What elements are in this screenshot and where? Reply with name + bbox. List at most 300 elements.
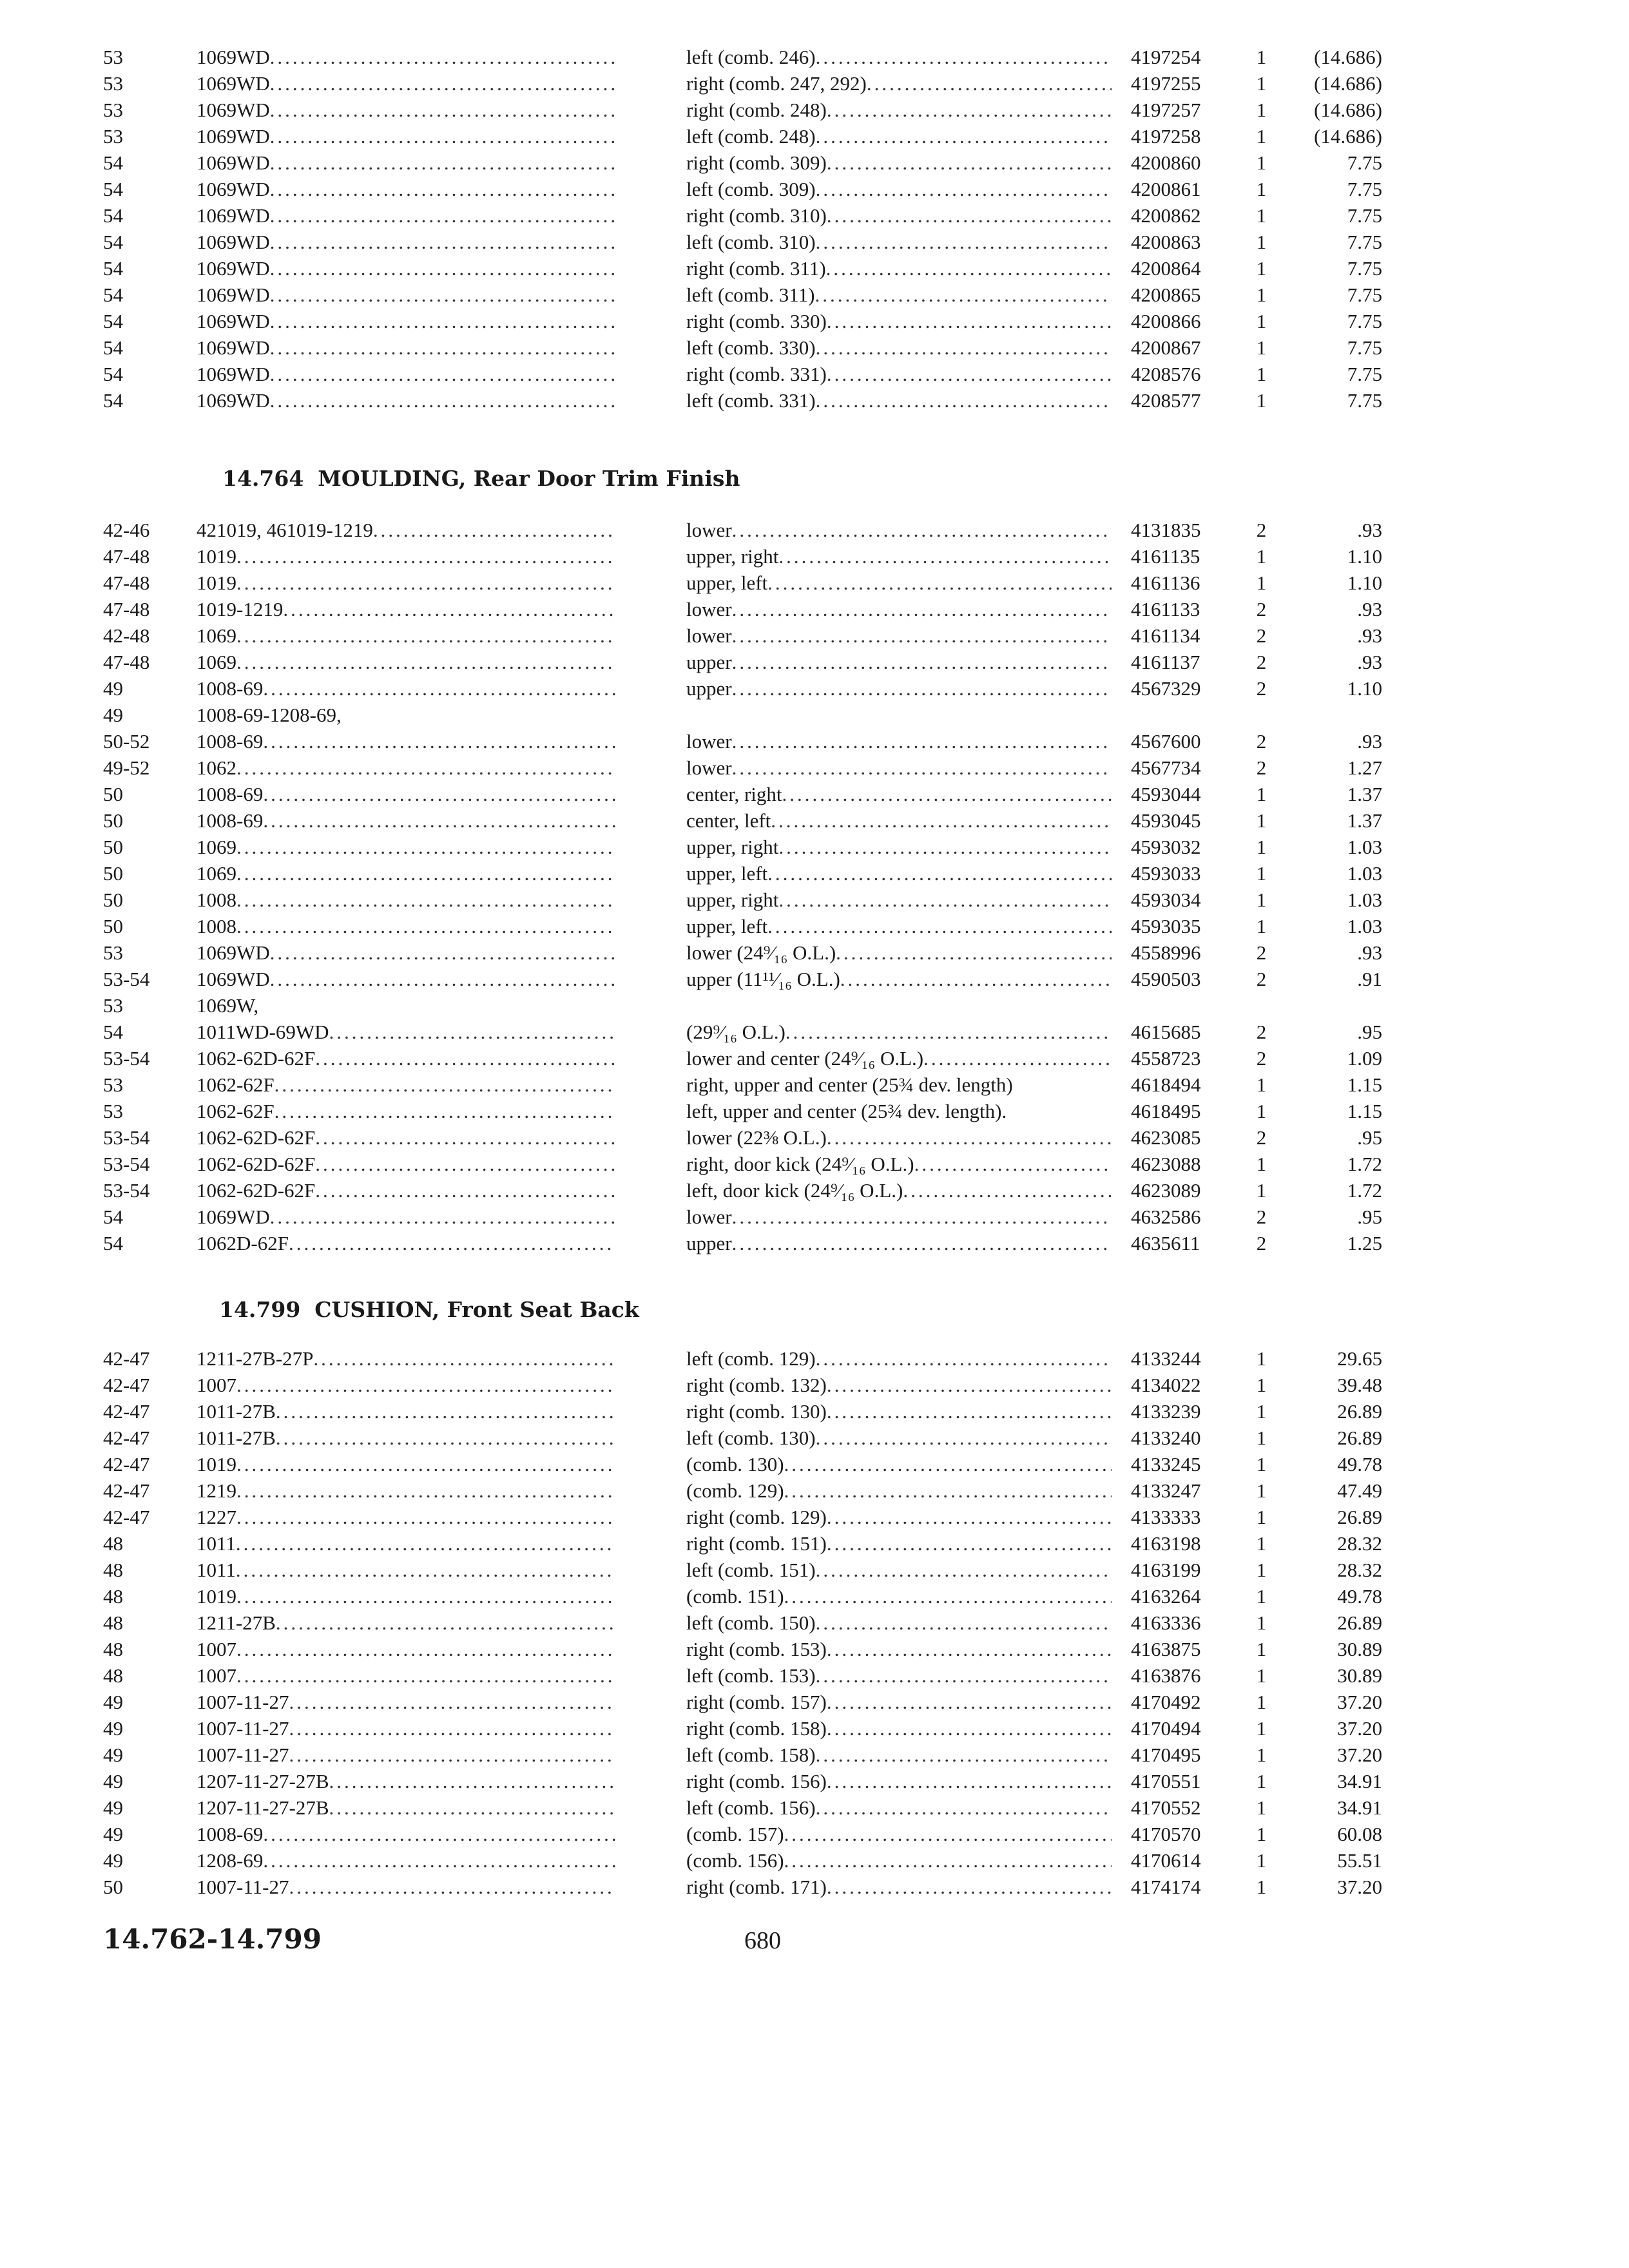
model-cell: 1069WD ..... xyxy=(197,255,615,282)
table-row xyxy=(0,282,1629,308)
quantity-cell: 1 xyxy=(1256,72,1267,95)
table-row xyxy=(0,781,1629,807)
part-number-cell: 4163876 xyxy=(1131,1664,1201,1687)
year-cell: 54 xyxy=(103,178,123,200)
part-number-cell: 4208577 xyxy=(1131,389,1201,412)
part-number-cell: 4593044 xyxy=(1131,783,1201,805)
year-cell: 48 xyxy=(103,1611,123,1634)
description-cell: lower ..... xyxy=(686,728,1112,754)
model-cell: 1069WD ..... xyxy=(197,176,615,202)
year-cell: 53-54 xyxy=(103,1047,150,1070)
description-cell: upper, left ..... xyxy=(686,860,1112,887)
table-row xyxy=(0,1768,1629,1794)
description-cell: right (comb. 247, 292) ..... xyxy=(686,70,1112,97)
price-cell: (14.686) xyxy=(1314,99,1382,121)
model-cell: 1019 ..... xyxy=(197,1583,615,1610)
quantity-cell: 1 xyxy=(1256,125,1267,148)
year-cell: 48 xyxy=(103,1559,123,1581)
quantity-cell: 1 xyxy=(1256,1823,1267,1845)
description-cell: left (comb. 331) ..... xyxy=(686,387,1112,414)
year-cell: 42-47 xyxy=(103,1347,150,1370)
part-number-cell: 4635611 xyxy=(1131,1232,1200,1254)
quantity-cell: 1 xyxy=(1256,572,1267,594)
description-cell: left (comb. 156) ..... xyxy=(686,1794,1112,1821)
section-title: MOULDING, Rear Door Trim Finish xyxy=(318,466,740,491)
page-range: 14.762-14.799 xyxy=(103,1923,322,1955)
part-number-cell: 4197257 xyxy=(1131,99,1201,121)
quantity-cell: 1 xyxy=(1256,1585,1267,1608)
model-cell: 1227 ..... xyxy=(197,1504,615,1530)
quantity-cell: 1 xyxy=(1256,204,1267,227)
part-number-cell: 4200861 xyxy=(1131,178,1201,200)
quantity-cell: 1 xyxy=(1256,1153,1267,1175)
year-cell: 50 xyxy=(103,915,123,937)
table-row xyxy=(0,149,1629,176)
model-cell: 1069WD ..... xyxy=(197,966,615,992)
description-cell: right (comb. 158) ..... xyxy=(686,1715,1112,1742)
table-row xyxy=(0,1662,1629,1689)
model-cell: 1062D-62F ..... xyxy=(197,1230,615,1256)
description-cell: left (comb. 310) ..... xyxy=(686,229,1112,255)
quantity-cell: 1 xyxy=(1256,1374,1267,1396)
description-cell: right (comb. 310) ..... xyxy=(686,202,1112,229)
model-cell: 1007-11-27 ..... xyxy=(197,1874,615,1900)
quantity-cell: 1 xyxy=(1256,1347,1267,1370)
part-number-cell: 4131835 xyxy=(1131,519,1201,541)
description-cell: upper ..... xyxy=(686,675,1112,702)
description-cell: left (comb. 330) ..... xyxy=(686,334,1112,361)
year-cell: 49 xyxy=(103,1770,123,1792)
part-number-cell: 4161135 xyxy=(1131,545,1200,568)
model-cell: 1069WD ..... xyxy=(197,939,615,966)
price-cell: 29.65 xyxy=(1337,1347,1382,1370)
model-cell: 1069WD ..... xyxy=(197,361,615,387)
year-cell: 54 xyxy=(103,1206,123,1228)
year-cell: 48 xyxy=(103,1664,123,1687)
year-cell: 54 xyxy=(103,284,123,306)
section-number: 14.799 xyxy=(219,1297,301,1322)
table-row xyxy=(0,702,1629,728)
quantity-cell: 2 xyxy=(1256,1047,1267,1070)
price-cell: 1.03 xyxy=(1347,836,1382,858)
model-cell: 1207-11-27-27B ..... xyxy=(197,1768,615,1794)
year-cell: 49 xyxy=(103,1691,123,1713)
table-row xyxy=(0,1557,1629,1583)
quantity-cell: 1 xyxy=(1256,889,1267,911)
model-cell: 1008-69-1208-69, xyxy=(197,704,342,726)
price-cell: 28.32 xyxy=(1337,1559,1382,1581)
description-cell: lower ..... xyxy=(686,1204,1112,1230)
table-row xyxy=(0,387,1629,414)
quantity-cell: 1 xyxy=(1256,1664,1267,1687)
year-cell: 54 xyxy=(103,204,123,227)
price-cell: 1.27 xyxy=(1347,756,1382,779)
part-number-cell: 4567600 xyxy=(1131,730,1201,753)
description-cell: lower ..... xyxy=(686,517,1112,543)
description-cell: right, upper and center (25¾ dev. length) xyxy=(686,1073,1013,1096)
part-number-cell: 4134022 xyxy=(1131,1374,1201,1396)
description-cell: lower (24⁹⁄₁₆ O.L.) ..... xyxy=(686,939,1112,966)
part-number-cell: 4161133 xyxy=(1131,598,1200,620)
description-cell: left, upper and center (25¾ dev. length). xyxy=(686,1100,1007,1122)
table-row xyxy=(0,1583,1629,1610)
model-cell: 1007 ..... xyxy=(197,1372,615,1398)
price-cell: 34.91 xyxy=(1337,1770,1382,1792)
price-cell: 7.75 xyxy=(1347,204,1382,227)
table-row xyxy=(0,1504,1629,1530)
model-cell: 1069WD ..... xyxy=(197,1204,615,1230)
price-cell: 26.89 xyxy=(1337,1400,1382,1423)
description-cell: lower ..... xyxy=(686,754,1112,781)
table-row xyxy=(0,860,1629,887)
price-cell: 7.75 xyxy=(1347,336,1382,359)
year-cell: 49 xyxy=(103,1744,123,1766)
quantity-cell: 1 xyxy=(1256,310,1267,332)
description-cell: (comb. 129) ..... xyxy=(686,1477,1112,1504)
quantity-cell: 1 xyxy=(1256,1691,1267,1713)
model-cell: 1008-69 ..... xyxy=(197,675,615,702)
price-cell: 7.75 xyxy=(1347,178,1382,200)
table-row xyxy=(0,202,1629,229)
price-cell: 7.75 xyxy=(1347,257,1382,280)
model-cell: 1069WD ..... xyxy=(197,123,615,149)
part-number-cell: 4133240 xyxy=(1131,1427,1201,1449)
year-cell: 53-54 xyxy=(103,1126,150,1149)
model-cell: 1007 ..... xyxy=(197,1662,615,1689)
quantity-cell: 1 xyxy=(1256,231,1267,253)
quantity-cell: 2 xyxy=(1256,1126,1267,1149)
page-number: 680 xyxy=(744,1927,781,1954)
table-row xyxy=(0,1689,1629,1715)
description-cell: upper (11¹¹⁄₁₆ O.L.) ..... xyxy=(686,966,1112,992)
description-cell: upper, left ..... xyxy=(686,570,1112,596)
part-number-cell: 4593035 xyxy=(1131,915,1201,937)
table-row xyxy=(0,97,1629,123)
price-cell: 1.03 xyxy=(1347,889,1382,911)
description-cell: left (comb. 311) ..... xyxy=(686,282,1112,308)
quantity-cell: 1 xyxy=(1256,1179,1267,1202)
quantity-cell: 1 xyxy=(1256,1796,1267,1819)
year-cell: 42-47 xyxy=(103,1479,150,1502)
table-row xyxy=(0,176,1629,202)
model-cell: 1062-62F ..... xyxy=(197,1098,615,1124)
table-row xyxy=(0,517,1629,543)
part-number-cell: 4133333 xyxy=(1131,1506,1201,1528)
price-cell: 1.25 xyxy=(1347,1232,1382,1254)
description-cell: left (comb. 248) ..... xyxy=(686,123,1112,149)
table-row xyxy=(0,1451,1629,1477)
description-cell: lower ..... xyxy=(686,622,1112,649)
year-cell: 54 xyxy=(103,1021,123,1043)
model-cell: 1211-27B-27P ..... xyxy=(197,1345,615,1372)
year-cell: 54 xyxy=(103,257,123,280)
model-cell: 1062-62F ..... xyxy=(197,1072,615,1098)
description-cell: upper ..... xyxy=(686,1230,1112,1256)
price-cell: 26.89 xyxy=(1337,1611,1382,1634)
description-cell: left (comb. 151) ..... xyxy=(686,1557,1112,1583)
year-cell: 53-54 xyxy=(103,1179,150,1202)
price-cell: (14.686) xyxy=(1314,72,1382,95)
model-cell: 1019 ..... xyxy=(197,543,615,570)
description-cell: center, right ..... xyxy=(686,781,1112,807)
year-cell: 49 xyxy=(103,1796,123,1819)
year-cell: 50 xyxy=(103,1876,123,1898)
part-number-cell: 4133245 xyxy=(1131,1453,1201,1475)
year-cell: 49 xyxy=(103,677,123,700)
part-number-cell: 4161136 xyxy=(1131,572,1200,594)
quantity-cell: 2 xyxy=(1256,651,1267,673)
table-row xyxy=(0,834,1629,860)
year-cell: 42-47 xyxy=(103,1400,150,1423)
part-number-cell: 4161134 xyxy=(1131,624,1200,647)
part-number-cell: 4200866 xyxy=(1131,310,1201,332)
description-cell: lower (22⅜ O.L.) ..... xyxy=(686,1124,1112,1151)
model-cell: 1069WD ..... xyxy=(197,334,615,361)
table-row xyxy=(0,728,1629,754)
part-number-cell: 4133247 xyxy=(1131,1479,1201,1502)
model-cell: 1007-11-27 ..... xyxy=(197,1689,615,1715)
price-cell: .93 xyxy=(1357,651,1382,673)
price-cell: 37.20 xyxy=(1337,1691,1382,1713)
part-number-cell: 4200867 xyxy=(1131,336,1201,359)
quantity-cell: 1 xyxy=(1256,1849,1267,1872)
price-cell: 7.75 xyxy=(1347,310,1382,332)
table-row xyxy=(0,1398,1629,1425)
part-number-cell: 4170614 xyxy=(1131,1849,1201,1872)
price-cell: 47.49 xyxy=(1337,1479,1382,1502)
part-number-cell: 4174174 xyxy=(1131,1876,1201,1898)
model-cell: 1008-69 ..... xyxy=(197,1821,615,1847)
quantity-cell: 1 xyxy=(1256,809,1267,832)
part-number-cell: 4200865 xyxy=(1131,284,1201,306)
description-cell: right (comb. 153) ..... xyxy=(686,1636,1112,1662)
quantity-cell: 1 xyxy=(1256,151,1267,174)
part-number-cell: 4590503 xyxy=(1131,968,1201,990)
price-cell: 7.75 xyxy=(1347,389,1382,412)
quantity-cell: 2 xyxy=(1256,756,1267,779)
table-row xyxy=(0,1742,1629,1768)
year-cell: 54 xyxy=(103,389,123,412)
table-row xyxy=(0,1636,1629,1662)
model-cell: 1007-11-27 ..... xyxy=(197,1715,615,1742)
price-cell: .93 xyxy=(1357,519,1382,541)
part-number-cell: 4161137 xyxy=(1131,651,1200,673)
description-cell: right (comb. 248) ..... xyxy=(686,97,1112,123)
description-cell: (comb. 151) ..... xyxy=(686,1583,1112,1610)
table-row xyxy=(0,1847,1629,1874)
part-number-cell: 4200864 xyxy=(1131,257,1201,280)
quantity-cell: 1 xyxy=(1256,1532,1267,1555)
year-cell: 53 xyxy=(103,125,123,148)
description-cell: right (comb. 330) ..... xyxy=(686,308,1112,334)
year-cell: 53 xyxy=(103,99,123,121)
table-row xyxy=(0,807,1629,834)
table-row xyxy=(0,596,1629,622)
description-cell: left, door kick (24⁹⁄₁₆ O.L.) ..... xyxy=(686,1177,1112,1204)
table-row xyxy=(0,1124,1629,1151)
price-cell: .93 xyxy=(1357,941,1382,964)
year-cell: 42-46 xyxy=(103,519,150,541)
price-cell: 30.89 xyxy=(1337,1638,1382,1660)
price-cell: .93 xyxy=(1357,730,1382,753)
quantity-cell: 1 xyxy=(1256,1427,1267,1449)
year-cell: 54 xyxy=(103,310,123,332)
table-row xyxy=(0,334,1629,361)
section-cushion-front-seat-back xyxy=(0,1345,1629,1900)
part-number-cell: 4618494 xyxy=(1131,1073,1201,1096)
table-row xyxy=(0,1098,1629,1124)
quantity-cell: 2 xyxy=(1256,1206,1267,1228)
year-cell: 53 xyxy=(103,1100,123,1122)
description-cell: upper, right ..... xyxy=(686,834,1112,860)
year-cell: 49 xyxy=(103,1849,123,1872)
section-number: 14.764 xyxy=(222,466,304,491)
quantity-cell: 2 xyxy=(1256,730,1267,753)
part-number-cell: 4163198 xyxy=(1131,1532,1201,1555)
table-row xyxy=(0,570,1629,596)
model-cell: 1208-69 ..... xyxy=(197,1847,615,1874)
quantity-cell: 2 xyxy=(1256,968,1267,990)
price-cell: 7.75 xyxy=(1347,363,1382,385)
price-cell: 1.10 xyxy=(1347,572,1382,594)
description-cell: right (comb. 309) ..... xyxy=(686,149,1112,176)
table-row xyxy=(0,992,1629,1019)
year-cell: 54 xyxy=(103,151,123,174)
quantity-cell: 1 xyxy=(1256,99,1267,121)
model-cell: 1069WD ..... xyxy=(197,202,615,229)
price-cell: 1.72 xyxy=(1347,1153,1382,1175)
description-cell: right (comb. 156) ..... xyxy=(686,1768,1112,1794)
description-cell: upper ..... xyxy=(686,649,1112,675)
quantity-cell: 1 xyxy=(1256,257,1267,280)
model-cell: 1069WD ..... xyxy=(197,70,615,97)
description-cell: left (comb. 246) ..... xyxy=(686,44,1112,70)
table-row xyxy=(0,70,1629,97)
price-cell: 55.51 xyxy=(1337,1849,1382,1872)
quantity-cell: 1 xyxy=(1256,1400,1267,1423)
quantity-cell: 1 xyxy=(1256,389,1267,412)
table-row xyxy=(0,308,1629,334)
year-cell: 50 xyxy=(103,783,123,805)
price-cell: 1.10 xyxy=(1347,545,1382,568)
year-cell: 54 xyxy=(103,231,123,253)
quantity-cell: 1 xyxy=(1256,862,1267,885)
table-row xyxy=(0,1715,1629,1742)
model-cell: 1008-69 ..... xyxy=(197,781,615,807)
part-number-cell: 4208576 xyxy=(1131,363,1201,385)
part-number-cell: 4200863 xyxy=(1131,231,1201,253)
description-cell: left (comb. 130) ..... xyxy=(686,1425,1112,1451)
year-cell: 50 xyxy=(103,836,123,858)
section-title: CUSHION, Front Seat Back xyxy=(314,1297,639,1322)
price-cell: 34.91 xyxy=(1337,1796,1382,1819)
quantity-cell: 2 xyxy=(1256,677,1267,700)
model-cell: 1008 ..... xyxy=(197,913,615,939)
part-number-cell: 4170551 xyxy=(1131,1770,1201,1792)
quantity-cell: 1 xyxy=(1256,1876,1267,1898)
part-number-cell: 4170492 xyxy=(1131,1691,1201,1713)
model-cell: 1008-69 ..... xyxy=(197,807,615,834)
year-cell: 47-48 xyxy=(103,598,150,620)
part-number-cell: 4163875 xyxy=(1131,1638,1201,1660)
table-row xyxy=(0,1345,1629,1372)
quantity-cell: 1 xyxy=(1256,46,1267,68)
description-cell: (comb. 130) ..... xyxy=(686,1451,1112,1477)
quantity-cell: 1 xyxy=(1256,1559,1267,1581)
section-continued-list xyxy=(0,44,1629,414)
year-cell: 53 xyxy=(103,994,123,1017)
model-cell: 421019, 461019-1219 ..... xyxy=(197,517,615,543)
year-cell: 53 xyxy=(103,46,123,68)
model-cell: 1019 ..... xyxy=(197,570,615,596)
table-row xyxy=(0,1204,1629,1230)
description-cell: right (comb. 171) ..... xyxy=(686,1874,1112,1900)
model-cell: 1069WD ..... xyxy=(197,282,615,308)
quantity-cell: 1 xyxy=(1256,783,1267,805)
year-cell: 49-52 xyxy=(103,756,150,779)
section-heading-cushion xyxy=(219,1297,639,1322)
part-number-cell: 4170570 xyxy=(1131,1823,1201,1845)
description-cell: right (comb. 129) ..... xyxy=(686,1504,1112,1530)
quantity-cell: 2 xyxy=(1256,598,1267,620)
quantity-cell: 1 xyxy=(1256,915,1267,937)
price-cell: 1.15 xyxy=(1347,1100,1382,1122)
price-cell: 49.78 xyxy=(1337,1585,1382,1608)
year-cell: 49 xyxy=(103,1717,123,1740)
description-cell: right (comb. 311) ..... xyxy=(686,255,1112,282)
quantity-cell: 2 xyxy=(1256,1232,1267,1254)
quantity-cell: 1 xyxy=(1256,836,1267,858)
part-number-cell: 4558723 xyxy=(1131,1047,1201,1070)
price-cell: 7.75 xyxy=(1347,284,1382,306)
quantity-cell: 1 xyxy=(1256,1479,1267,1502)
quantity-cell: 2 xyxy=(1256,624,1267,647)
description-cell: upper, right ..... xyxy=(686,887,1112,913)
table-row xyxy=(0,754,1629,781)
description-cell: right (comb. 331) ..... xyxy=(686,361,1112,387)
quantity-cell: 1 xyxy=(1256,1770,1267,1792)
year-cell: 48 xyxy=(103,1638,123,1660)
description-cell: (29⁹⁄₁₆ O.L.) ..... xyxy=(686,1019,1112,1045)
price-cell: 1.37 xyxy=(1347,809,1382,832)
description-cell: right, door kick (24⁹⁄₁₆ O.L.) ..... xyxy=(686,1151,1112,1177)
table-row xyxy=(0,44,1629,70)
description-cell: (comb. 156) ..... xyxy=(686,1847,1112,1874)
model-cell: 1062-62D-62F ..... xyxy=(197,1124,615,1151)
model-cell: 1219 ..... xyxy=(197,1477,615,1504)
year-cell: 42-47 xyxy=(103,1453,150,1475)
quantity-cell: 1 xyxy=(1256,545,1267,568)
description-cell: right (comb. 157) ..... xyxy=(686,1689,1112,1715)
model-cell: 1011-27B ..... xyxy=(197,1398,615,1425)
table-row xyxy=(0,622,1629,649)
price-cell: 1.09 xyxy=(1347,1047,1382,1070)
price-cell: 28.32 xyxy=(1337,1532,1382,1555)
model-cell: 1011 ..... xyxy=(197,1557,615,1583)
quantity-cell: 1 xyxy=(1256,1453,1267,1475)
price-cell: .95 xyxy=(1357,1206,1382,1228)
part-number-cell: 4593034 xyxy=(1131,889,1201,911)
year-cell: 42-47 xyxy=(103,1506,150,1528)
table-row xyxy=(0,1530,1629,1557)
description-cell: right (comb. 132) ..... xyxy=(686,1372,1112,1398)
model-cell: 1069WD ..... xyxy=(197,97,615,123)
model-cell: 1019-1219 ..... xyxy=(197,596,615,622)
price-cell: 37.20 xyxy=(1337,1876,1382,1898)
quantity-cell: 2 xyxy=(1256,1021,1267,1043)
price-cell: 37.20 xyxy=(1337,1717,1382,1740)
part-number-cell: 4567734 xyxy=(1131,756,1201,779)
